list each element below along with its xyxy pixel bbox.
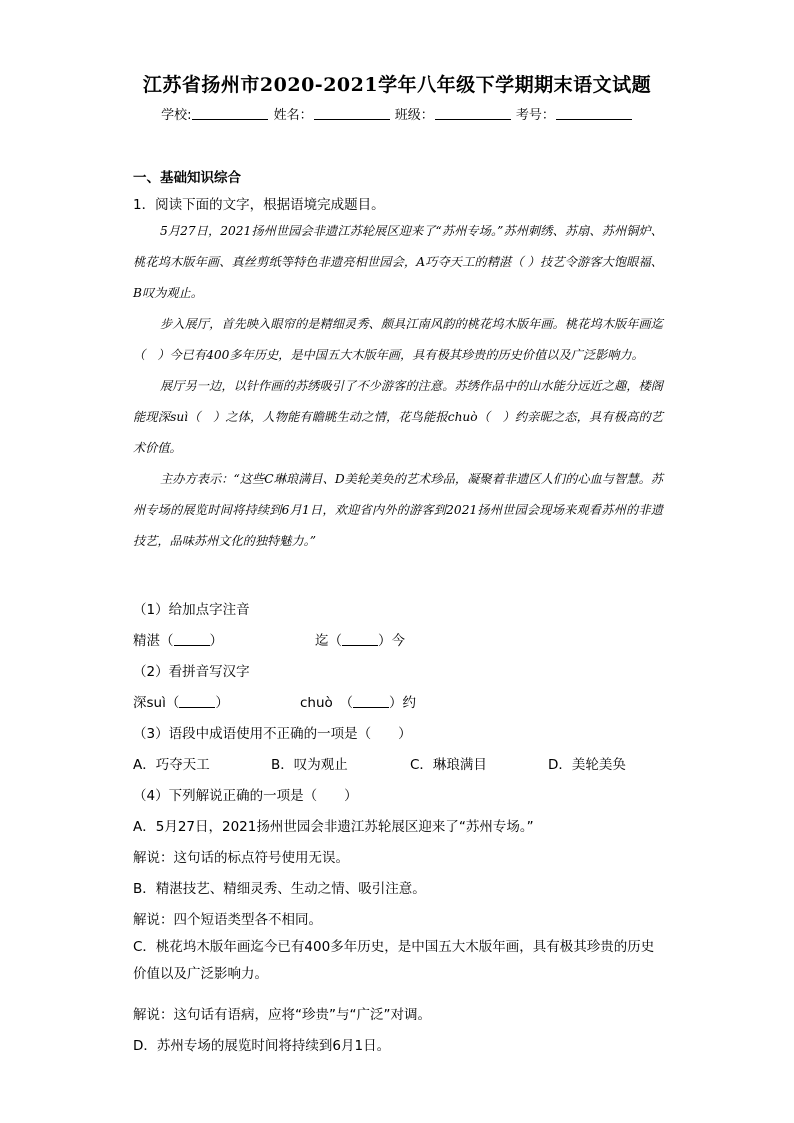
answer-blank[interactable] bbox=[342, 633, 378, 646]
passage-paragraph: 5月27日，2021扬州世园会非遗江苏轮展区迎来了“苏州专场。”苏州刺绣、苏扇、苏州铜炉、桃花坞木版年画、真丝剪纸等特色非遗亮相世园会，A巧夺天工的精湛（ ）技艺令游客大饱眼福、B叹为观止。 bbox=[133, 224, 663, 300]
pinyin-item-qi: 迄（ ）今 bbox=[315, 633, 405, 649]
passage-paragraph: 步入展厅，首先映入眼帘的是精细灵秀、颇具江南风韵的桃花坞木版年画。桃花坞木版年画迄（ ）今已有400多年历史，是中国五大木版年画，具有极其珍贵的历史价值以及广泛影响力。 bbox=[133, 317, 663, 362]
hanzi-item-chuo: chuò （ ）约 bbox=[300, 695, 417, 711]
option-d[interactable]: D．美轮美奂 bbox=[548, 757, 626, 773]
subquestion-3-label: （3）语段中成语使用不正确的一项是（ ） bbox=[133, 726, 412, 742]
choice-b-explanation: 解说：四个短语类型各不相同。 bbox=[133, 912, 322, 928]
option-b[interactable]: B．叹为观止 bbox=[271, 757, 348, 773]
section-heading: 一、基础知识综合 bbox=[133, 170, 241, 186]
passage-paragraph: 展厅另一边，以针作画的苏绣吸引了不少游客的注意。苏绣作品中的山水能分远近之趣，楼阁能现深suì（ ）之体，人物能有瞻眺生动之情，花鸟能报chuò（ ）约亲昵之态，具有极高的艺术价值。 bbox=[133, 379, 663, 455]
answer-blank[interactable] bbox=[353, 695, 389, 708]
exam-number-label: 考号： bbox=[515, 108, 555, 123]
option-a[interactable]: A．巧夺天工 bbox=[133, 757, 210, 773]
choice-c[interactable]: C．桃花坞木版年画迄今已有400多年历史，是中国五大木版年画，具有极其珍贵的历史价值以及广泛影响力。 bbox=[133, 939, 655, 982]
question-prompt: 1．阅读下面的文字，根据语境完成题目。 bbox=[133, 197, 385, 213]
passage-paragraph: 主办方表示：“这些C琳琅满目、D美轮美奂的艺术珍品，凝聚着非遗区人们的心血与智慧。苏州专场的展览时间将持续到6月1日，欢迎省内外的游客到2021扬州世园会现场来观看苏州的非遗技艺，品味苏州文化的独特魅力。” bbox=[133, 472, 663, 548]
student-info-line bbox=[0, 104, 794, 123]
name-label: 姓名： bbox=[273, 108, 313, 123]
choice-a[interactable]: A．5月27日，2021扬州世园会非遗江苏轮展区迎来了“苏州专场。” bbox=[133, 819, 534, 835]
choice-b[interactable]: B．精湛技艺、精细灵秀、生动之情、吸引注意。 bbox=[133, 881, 426, 897]
answer-blank[interactable] bbox=[174, 633, 210, 646]
answer-blank[interactable] bbox=[179, 695, 215, 708]
option-c[interactable]: C．琳琅满目 bbox=[410, 757, 487, 773]
subquestion-2-label: （2）看拼音写汉字 bbox=[133, 664, 250, 680]
exam-number-blank[interactable] bbox=[556, 107, 632, 120]
choice-a-explanation: 解说：这句话的标点符号使用无误。 bbox=[133, 850, 349, 866]
school-blank[interactable] bbox=[192, 107, 268, 120]
choice-d[interactable]: D．苏州专场的展览时间将持续到6月1日。 bbox=[133, 1038, 391, 1054]
name-blank[interactable] bbox=[314, 107, 390, 120]
hanzi-item-sui: 深suì（ ） bbox=[133, 695, 229, 711]
pinyin-item-jingzhan: 精湛（ ） bbox=[133, 633, 223, 649]
class-blank[interactable] bbox=[435, 107, 511, 120]
exam-title: 江苏省扬州市2020-2021学年八年级下学期期末语文试题 bbox=[142, 74, 652, 96]
school-label: 学校: bbox=[161, 108, 192, 123]
subquestion-4-label: （4）下列解说正确的一项是（ ） bbox=[133, 788, 358, 804]
subquestion-1-label: （1）给加点字注音 bbox=[133, 602, 250, 618]
reading-passage bbox=[133, 216, 663, 557]
class-label: 班级： bbox=[394, 108, 434, 123]
choice-c-explanation: 解说：这句话有语病，应将“珍贵”与“广泛”对调。 bbox=[133, 1007, 431, 1023]
